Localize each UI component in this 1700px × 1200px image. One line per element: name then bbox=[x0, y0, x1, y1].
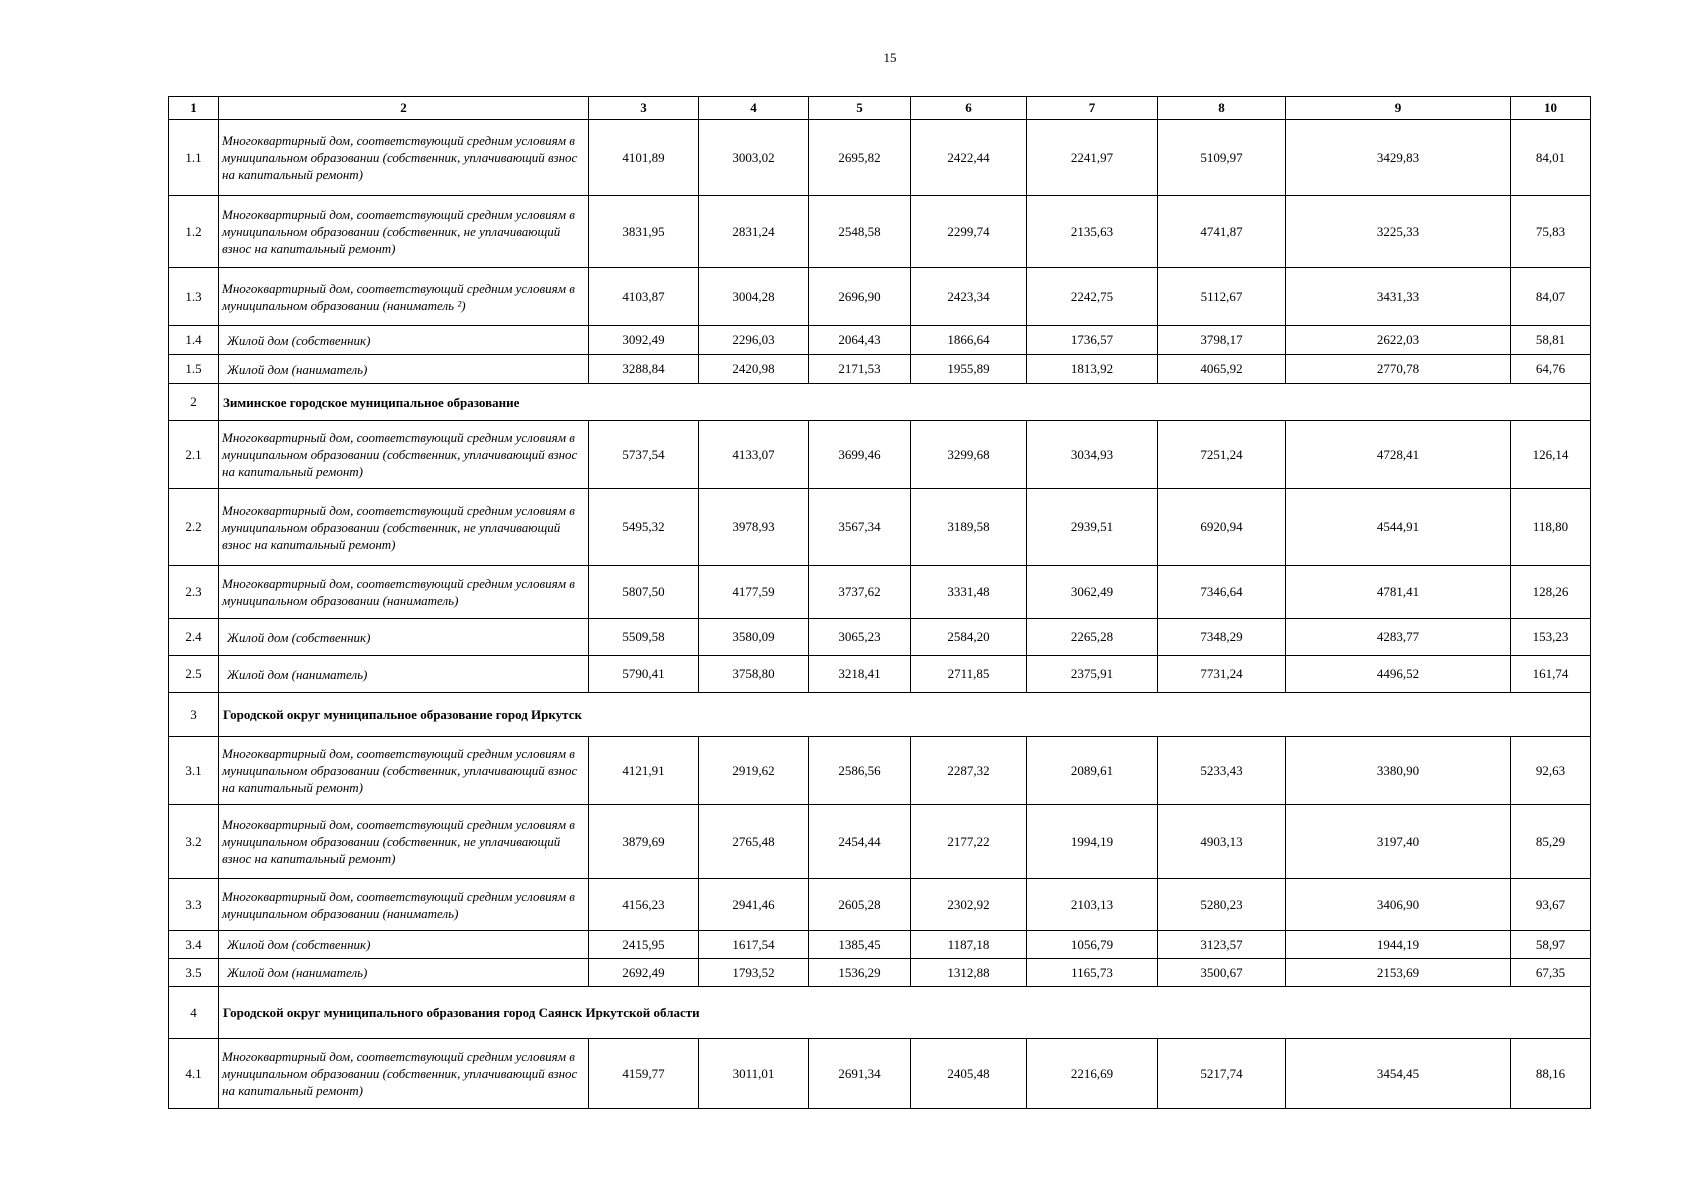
table-row bbox=[169, 120, 1591, 196]
value-cell-col-6: 2711,85 bbox=[911, 656, 1027, 693]
value-cell-col-5: 2695,82 bbox=[809, 120, 911, 196]
value-cell-col-4: 2831,24 bbox=[699, 196, 809, 268]
header-cell-7: 7 bbox=[1027, 97, 1158, 120]
header-row bbox=[169, 97, 1591, 120]
value-cell-col-6: 2177,22 bbox=[911, 805, 1027, 879]
value-cell-col-10: 161,74 bbox=[1511, 656, 1591, 693]
value-cell-col-7: 1165,73 bbox=[1027, 959, 1158, 987]
value-cell-col-9: 1944,19 bbox=[1286, 931, 1511, 959]
value-cell-col-5: 2171,53 bbox=[809, 355, 911, 384]
value-cell-col-4: 1793,52 bbox=[699, 959, 809, 987]
table-row bbox=[169, 566, 1591, 619]
value-cell-col-4: 3580,09 bbox=[699, 619, 809, 656]
value-cell-col-5: 2586,56 bbox=[809, 737, 911, 805]
value-cell-col-3: 3288,84 bbox=[589, 355, 699, 384]
value-cell-col-4: 3978,93 bbox=[699, 489, 809, 566]
header-cell-2: 2 bbox=[219, 97, 589, 120]
value-cell-col-8: 7251,24 bbox=[1158, 421, 1286, 489]
value-cell-col-6: 2584,20 bbox=[911, 619, 1027, 656]
value-cell-col-3: 4101,89 bbox=[589, 120, 699, 196]
value-cell-col-8: 7348,29 bbox=[1158, 619, 1286, 656]
row-number: 2.3 bbox=[169, 566, 219, 619]
table-row bbox=[169, 421, 1591, 489]
value-cell-col-9: 2770,78 bbox=[1286, 355, 1511, 384]
value-cell-col-6: 1187,18 bbox=[911, 931, 1027, 959]
value-cell-col-9: 3454,45 bbox=[1286, 1039, 1511, 1109]
value-cell-col-10: 128,26 bbox=[1511, 566, 1591, 619]
value-cell-col-8: 4741,87 bbox=[1158, 196, 1286, 268]
row-description: Жилой дом (собственник) bbox=[219, 326, 589, 355]
value-cell-col-9: 4496,52 bbox=[1286, 656, 1511, 693]
value-cell-col-6: 2423,34 bbox=[911, 268, 1027, 326]
value-cell-col-6: 1955,89 bbox=[911, 355, 1027, 384]
value-cell-col-8: 5280,23 bbox=[1158, 879, 1286, 931]
row-description: Многоквартирный дом, соответствующий средним условиям в муниципальном образовании (наниматель) bbox=[219, 879, 589, 931]
value-cell-col-7: 2265,28 bbox=[1027, 619, 1158, 656]
value-cell-col-3: 2692,49 bbox=[589, 959, 699, 987]
value-cell-col-4: 4133,07 bbox=[699, 421, 809, 489]
row-number: 3.3 bbox=[169, 879, 219, 931]
value-cell-col-7: 1994,19 bbox=[1027, 805, 1158, 879]
value-cell-col-6: 3299,68 bbox=[911, 421, 1027, 489]
value-cell-col-3: 3879,69 bbox=[589, 805, 699, 879]
row-description: Многоквартирный дом, соответствующий средним условиям в муниципальном образовании (наниматель ²) bbox=[219, 268, 589, 326]
value-cell-col-8: 5217,74 bbox=[1158, 1039, 1286, 1109]
value-cell-col-3: 3092,49 bbox=[589, 326, 699, 355]
table-row bbox=[169, 931, 1591, 959]
value-cell-col-3: 5790,41 bbox=[589, 656, 699, 693]
value-cell-col-10: 58,97 bbox=[1511, 931, 1591, 959]
row-number: 1.1 bbox=[169, 120, 219, 196]
value-cell-col-9: 4728,41 bbox=[1286, 421, 1511, 489]
value-cell-col-9: 3406,90 bbox=[1286, 879, 1511, 931]
value-cell-col-4: 3758,80 bbox=[699, 656, 809, 693]
value-cell-col-7: 2135,63 bbox=[1027, 196, 1158, 268]
value-cell-col-7: 2375,91 bbox=[1027, 656, 1158, 693]
value-cell-col-10: 85,29 bbox=[1511, 805, 1591, 879]
table-row bbox=[169, 619, 1591, 656]
value-cell-col-3: 5737,54 bbox=[589, 421, 699, 489]
row-number: 3 bbox=[169, 693, 219, 737]
value-cell-col-3: 3831,95 bbox=[589, 196, 699, 268]
row-number: 3.4 bbox=[169, 931, 219, 959]
value-cell-col-4: 2765,48 bbox=[699, 805, 809, 879]
value-cell-col-8: 3798,17 bbox=[1158, 326, 1286, 355]
value-cell-col-9: 4283,77 bbox=[1286, 619, 1511, 656]
value-cell-col-10: 153,23 bbox=[1511, 619, 1591, 656]
row-number: 2.1 bbox=[169, 421, 219, 489]
value-cell-col-6: 2287,32 bbox=[911, 737, 1027, 805]
value-cell-col-8: 3123,57 bbox=[1158, 931, 1286, 959]
value-cell-col-4: 4177,59 bbox=[699, 566, 809, 619]
section-row bbox=[169, 987, 1591, 1039]
value-cell-col-10: 84,01 bbox=[1511, 120, 1591, 196]
value-cell-col-6: 2302,92 bbox=[911, 879, 1027, 931]
row-number: 2.5 bbox=[169, 656, 219, 693]
value-cell-col-5: 2064,43 bbox=[809, 326, 911, 355]
value-cell-col-6: 3189,58 bbox=[911, 489, 1027, 566]
value-cell-col-8: 4903,13 bbox=[1158, 805, 1286, 879]
value-cell-col-10: 92,63 bbox=[1511, 737, 1591, 805]
section-title: Городской округ муниципальное образование город Иркутск bbox=[219, 693, 1591, 737]
row-number: 2.4 bbox=[169, 619, 219, 656]
value-cell-col-10: 118,80 bbox=[1511, 489, 1591, 566]
value-cell-col-10: 58,81 bbox=[1511, 326, 1591, 355]
value-cell-col-5: 1536,29 bbox=[809, 959, 911, 987]
value-cell-col-9: 3429,83 bbox=[1286, 120, 1511, 196]
value-cell-col-5: 2605,28 bbox=[809, 879, 911, 931]
value-cell-col-4: 3011,01 bbox=[699, 1039, 809, 1109]
row-number: 4.1 bbox=[169, 1039, 219, 1109]
value-cell-col-3: 4159,77 bbox=[589, 1039, 699, 1109]
row-description: Жилой дом (наниматель) bbox=[219, 355, 589, 384]
value-cell-col-3: 5495,32 bbox=[589, 489, 699, 566]
value-cell-col-10: 84,07 bbox=[1511, 268, 1591, 326]
table-row bbox=[169, 196, 1591, 268]
section-title: Зиминское городское муниципальное образование bbox=[219, 384, 1591, 421]
table-row bbox=[169, 805, 1591, 879]
value-cell-col-4: 2296,03 bbox=[699, 326, 809, 355]
value-cell-col-10: 75,83 bbox=[1511, 196, 1591, 268]
value-cell-col-8: 3500,67 bbox=[1158, 959, 1286, 987]
tariff-table bbox=[168, 96, 1591, 1109]
table-row bbox=[169, 1039, 1591, 1109]
value-cell-col-5: 2691,34 bbox=[809, 1039, 911, 1109]
row-number: 1.5 bbox=[169, 355, 219, 384]
value-cell-col-5: 2548,58 bbox=[809, 196, 911, 268]
value-cell-col-7: 2242,75 bbox=[1027, 268, 1158, 326]
value-cell-col-8: 4065,92 bbox=[1158, 355, 1286, 384]
value-cell-col-5: 2454,44 bbox=[809, 805, 911, 879]
value-cell-col-9: 3431,33 bbox=[1286, 268, 1511, 326]
value-cell-col-3: 5807,50 bbox=[589, 566, 699, 619]
value-cell-col-9: 3197,40 bbox=[1286, 805, 1511, 879]
row-number: 1.2 bbox=[169, 196, 219, 268]
header-cell-4: 4 bbox=[699, 97, 809, 120]
value-cell-col-8: 7731,24 bbox=[1158, 656, 1286, 693]
row-description: Жилой дом (наниматель) bbox=[219, 959, 589, 987]
row-description: Многоквартирный дом, соответствующий средним условиям в муниципальном образовании (собственник, не уплачивающий взнос на капитальный ремонт) bbox=[219, 196, 589, 268]
value-cell-col-4: 3003,02 bbox=[699, 120, 809, 196]
value-cell-col-9: 2622,03 bbox=[1286, 326, 1511, 355]
row-number: 1.3 bbox=[169, 268, 219, 326]
row-number: 1.4 bbox=[169, 326, 219, 355]
page-number: 15 bbox=[883, 50, 897, 65]
value-cell-col-5: 3567,34 bbox=[809, 489, 911, 566]
value-cell-col-7: 2089,61 bbox=[1027, 737, 1158, 805]
value-cell-col-10: 67,35 bbox=[1511, 959, 1591, 987]
value-cell-col-6: 2405,48 bbox=[911, 1039, 1027, 1109]
value-cell-col-9: 2153,69 bbox=[1286, 959, 1511, 987]
table-row bbox=[169, 737, 1591, 805]
value-cell-col-10: 126,14 bbox=[1511, 421, 1591, 489]
value-cell-col-9: 4544,91 bbox=[1286, 489, 1511, 566]
value-cell-col-7: 1736,57 bbox=[1027, 326, 1158, 355]
value-cell-col-3: 2415,95 bbox=[589, 931, 699, 959]
header-cell-1: 1 bbox=[169, 97, 219, 120]
row-description: Многоквартирный дом, соответствующий средним условиям в муниципальном образовании (наниматель) bbox=[219, 566, 589, 619]
row-number: 2.2 bbox=[169, 489, 219, 566]
value-cell-col-4: 2919,62 bbox=[699, 737, 809, 805]
header-cell-8: 8 bbox=[1158, 97, 1286, 120]
value-cell-col-7: 2216,69 bbox=[1027, 1039, 1158, 1109]
value-cell-col-7: 2241,97 bbox=[1027, 120, 1158, 196]
table-row bbox=[169, 489, 1591, 566]
value-cell-col-7: 2103,13 bbox=[1027, 879, 1158, 931]
value-cell-col-7: 1813,92 bbox=[1027, 355, 1158, 384]
value-cell-col-10: 64,76 bbox=[1511, 355, 1591, 384]
value-cell-col-6: 3331,48 bbox=[911, 566, 1027, 619]
value-cell-col-8: 5112,67 bbox=[1158, 268, 1286, 326]
value-cell-col-8: 6920,94 bbox=[1158, 489, 1286, 566]
row-description: Многоквартирный дом, соответствующий средним условиям в муниципальном образовании (собственник, уплачивающий взнос на капитальный ремонт) bbox=[219, 737, 589, 805]
table-row bbox=[169, 268, 1591, 326]
value-cell-col-5: 3737,62 bbox=[809, 566, 911, 619]
row-description: Жилой дом (наниматель) bbox=[219, 656, 589, 693]
section-title: Городской округ муниципального образования город Саянск Иркутской области bbox=[219, 987, 1591, 1039]
table-row bbox=[169, 959, 1591, 987]
header-cell-9: 9 bbox=[1286, 97, 1511, 120]
header-cell-3: 3 bbox=[589, 97, 699, 120]
row-description: Жилой дом (собственник) bbox=[219, 931, 589, 959]
value-cell-col-5: 3699,46 bbox=[809, 421, 911, 489]
value-cell-col-7: 2939,51 bbox=[1027, 489, 1158, 566]
value-cell-col-4: 2941,46 bbox=[699, 879, 809, 931]
value-cell-col-8: 7346,64 bbox=[1158, 566, 1286, 619]
header-cell-10: 10 bbox=[1511, 97, 1591, 120]
row-description: Многоквартирный дом, соответствующий средним условиям в муниципальном образовании (собственник, не уплачивающий взнос на капитальный ремонт) bbox=[219, 805, 589, 879]
value-cell-col-4: 2420,98 bbox=[699, 355, 809, 384]
row-description: Многоквартирный дом, соответствующий средним условиям в муниципальном образовании (собственник, уплачивающий взнос на капитальный ремонт) bbox=[219, 1039, 589, 1109]
value-cell-col-8: 5233,43 bbox=[1158, 737, 1286, 805]
section-row bbox=[169, 384, 1591, 421]
value-cell-col-6: 1866,64 bbox=[911, 326, 1027, 355]
value-cell-col-7: 3034,93 bbox=[1027, 421, 1158, 489]
value-cell-col-10: 93,67 bbox=[1511, 879, 1591, 931]
value-cell-col-3: 5509,58 bbox=[589, 619, 699, 656]
value-cell-col-7: 3062,49 bbox=[1027, 566, 1158, 619]
row-number: 3.5 bbox=[169, 959, 219, 987]
header-cell-6: 6 bbox=[911, 97, 1027, 120]
value-cell-col-9: 3225,33 bbox=[1286, 196, 1511, 268]
row-number: 3.1 bbox=[169, 737, 219, 805]
row-description: Многоквартирный дом, соответствующий средним условиям в муниципальном образовании (собственник, уплачивающий взнос на капитальный ремонт) bbox=[219, 120, 589, 196]
value-cell-col-5: 3218,41 bbox=[809, 656, 911, 693]
table-row bbox=[169, 326, 1591, 355]
value-cell-col-7: 1056,79 bbox=[1027, 931, 1158, 959]
value-cell-col-10: 88,16 bbox=[1511, 1039, 1591, 1109]
row-description: Многоквартирный дом, соответствующий средним условиям в муниципальном образовании (собственник, не уплачивающий взнос на капитальный ремонт) bbox=[219, 489, 589, 566]
header-cell-5: 5 bbox=[809, 97, 911, 120]
row-number: 4 bbox=[169, 987, 219, 1039]
value-cell-col-6: 1312,88 bbox=[911, 959, 1027, 987]
section-row bbox=[169, 693, 1591, 737]
row-number: 3.2 bbox=[169, 805, 219, 879]
row-description: Многоквартирный дом, соответствующий средним условиям в муниципальном образовании (собственник, уплачивающий взнос на капитальный ремонт) bbox=[219, 421, 589, 489]
value-cell-col-5: 3065,23 bbox=[809, 619, 911, 656]
value-cell-col-4: 3004,28 bbox=[699, 268, 809, 326]
value-cell-col-9: 3380,90 bbox=[1286, 737, 1511, 805]
table-body bbox=[169, 97, 1591, 1109]
value-cell-col-4: 1617,54 bbox=[699, 931, 809, 959]
table-row bbox=[169, 355, 1591, 384]
value-cell-col-8: 5109,97 bbox=[1158, 120, 1286, 196]
value-cell-col-5: 1385,45 bbox=[809, 931, 911, 959]
value-cell-col-9: 4781,41 bbox=[1286, 566, 1511, 619]
value-cell-col-6: 2299,74 bbox=[911, 196, 1027, 268]
value-cell-col-6: 2422,44 bbox=[911, 120, 1027, 196]
row-description: Жилой дом (собственник) bbox=[219, 619, 589, 656]
value-cell-col-3: 4121,91 bbox=[589, 737, 699, 805]
table-row bbox=[169, 879, 1591, 931]
value-cell-col-3: 4156,23 bbox=[589, 879, 699, 931]
value-cell-col-5: 2696,90 bbox=[809, 268, 911, 326]
table-row bbox=[169, 656, 1591, 693]
value-cell-col-3: 4103,87 bbox=[589, 268, 699, 326]
row-number: 2 bbox=[169, 384, 219, 421]
